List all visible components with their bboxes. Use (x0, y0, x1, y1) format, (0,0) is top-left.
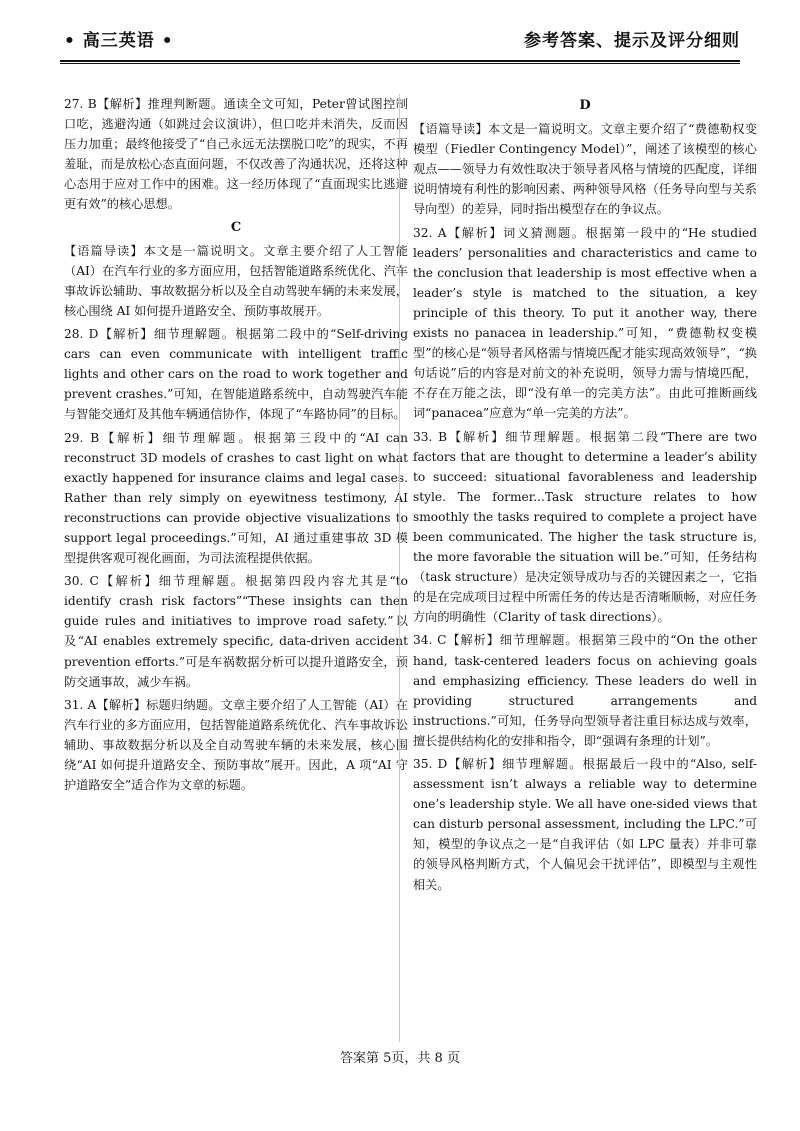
header-rule (60, 60, 740, 64)
answer-paragraph: 【语篇导读】本文是一篇说明文。文章主要介绍了“费德勒权变模型（Fiedler Contingency Model）”，阐述了该模型的核心观点——领导力有效性取决于领导者风格与情境的匹配度，详细说明情境有利性的影响因素、两种领导风格（任务导向型与关系导向型）的差异，同时指出模型存在的争议点。 (413, 122, 757, 217)
column-divider (399, 94, 400, 1042)
page-number-footer: 答案第 5页，共 8 页 (340, 1051, 460, 1066)
section-heading: D (579, 98, 591, 113)
answer-paragraph: 29. B【解析】细节理解题。根据第三段中的“AI can reconstruct 3D models of crashes to cast light on what exactly happened for insurance claims and legal cases. Rather than rely simply on eyewitness testimony, AI reconstructions can provide objective visualizations to support legal proceedings.”可知，AI 通过重建事故 3D 模型提供客观可视化画面，为司法流程提供依据。 (64, 430, 408, 566)
answer-paragraph: 34. C【解析】细节理解题。根据第三段中的“On the other hand, task-centered leaders focus on achieving goals and emphasizing efficiency. These leaders do well in providing structured arrangements and instructions.”可知，任务导向型领导者注重目标达成与效率，擅长提供结构化的安排和指令，即“强调有条理的计划”。 (413, 633, 757, 748)
answer-paragraph: 35. D【解析】细节理解题。根据最后一段中的“Also, self-assessment isn’t always a reliable way to determine one’s leadership style. We all have one-sided views that can disturb personal assessment, including the LPC.”可知，模型的争议点之一是“自我评估（如 LPC 量表）并非可靠的领导风格判断方式，个人偏见会干扰评估”，即模型与主观性相关。 (413, 757, 757, 892)
answer-paragraph: 28. D【解析】细节理解题。根据第二段中的“Self-driving cars can even communicate with intelligent traffic lights and other cars on the road to work together and prevent crashes.”可知，在智能道路系统中，自动驾驶汽车能与智能交通灯及其他车辆通信协作，体现了“车路协同”的目标。 (64, 327, 408, 422)
answer-paragraph: 33. B【解析】细节理解题。根据第二段“There are two factors that are thought to determine a leader’s ability to succeed: situational favorableness and leadership style. The former...Task structure relates to how smoothly the tasks required to complete a project have been communicated. The higher the task structure is, the more favorable the situation will be.”可知，任务结构（task structure）是决定领导成功与否的关键因素之一，它指的是在完成项目过程中所需任务的传达是否清晰顺畅，对应任务方向的明确性（Clarity of task directions）。 (413, 429, 757, 625)
right-column (413, 94, 757, 898)
answer-paragraph: 30. C【解析】细节理解题。根据第四段内容尤其是“to identify crash risk factors”“These insights can then guide rules and initiatives to improve road safety.”以及“AI enables extremely specific, data-driven accident prevention efforts.”可是车祸数据分析可以提升道路安全，预防交通事故，减少车祸。 (64, 574, 408, 689)
section-header: 参考答案、提示及评分细则 (524, 31, 740, 51)
answer-paragraph: 【语篇导读】本文是一篇说明文。文章主要介绍了人工智能（AI）在汽车行业的多方面应用，包括智能道路系统优化、汽车事故诉讼辅助、事故数据分析以及全自动驾驶车辆的未来发展，核心围绕 AI 如何提升道路安全、预防事故展开。 (64, 243, 408, 318)
subject-header: • 高三英语 • (64, 31, 174, 51)
left-column (64, 94, 408, 798)
answer-paragraph: 27. B【解析】推理判断题。通读全文可知，Peter曾试图控制口吃，逃避沟通（如跳过会议演讲），但口吃并未消失，反而因压力加重；最终他接受了“自己永远无法摆脱口吃”的现实，不再羞耻，而是放松心态直面问题，不仅改善了沟通状况，还将这种心态用于应对工作中的困难。这一经历体现了“直面现实比逃避更有效”的核心思想。 (64, 97, 408, 212)
answer-paragraph: 31. A【解析】标题归纳题。文章主要介绍了人工智能（AI）在汽车行业的多方面应用，包括智能道路系统优化、汽车事故诉讼辅助、事故数据分析以及全自动驾驶车辆的未来发展，核心围绕“AI 如何提升道路安全、预防事故”展开。因此，A 项“AI 守护道路安全”适合作为文章的标题。 (64, 697, 408, 793)
section-heading: C (230, 219, 242, 235)
answer-paragraph: 32. A【解析】词义猜测题。根据第一段中的“He studied leaders’ personalities and characteristics and came to the conclusion that leadership is most effective when a leader’s style is matched to the situation, a key principle of this theory. To put it another way, there exists no panacea in leadership.”可知，“费德勒权变模型”的核心是“领导者风格需与情境匹配才能实现高效领导”，“换句话说”后的内容是对前文的补充说明，领导力需与情境匹配，不存在万能之法，即“没有单一的完美方法”。由此可推断画线词“panacea”应意为“单一完美的方法”。 (413, 225, 757, 421)
